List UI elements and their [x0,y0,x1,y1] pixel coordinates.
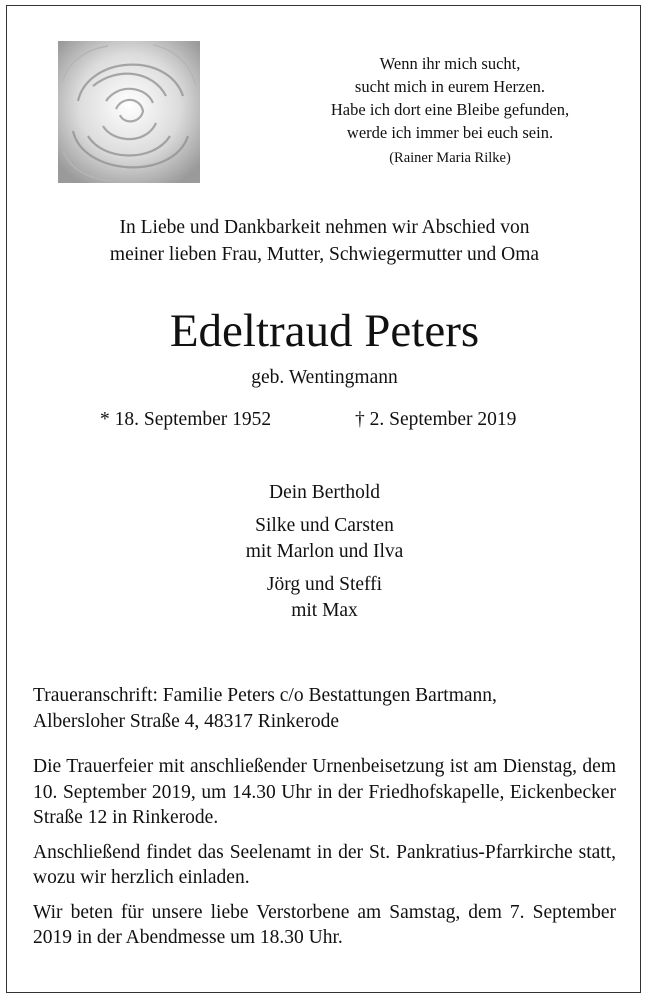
requiem-info: Anschließend findet das Seelenamt in der St. Pankratius-Pfarrkirche statt, wozu wir herzlich einladen. [33,841,616,888]
poem-line: Habe ich dort eine Bleibe gefunden, [330,100,570,119]
mourning-address [33,683,616,734]
intro-line: meiner lieben Frau, Mutter, Schwiegermutter und Oma [109,244,540,265]
deceased-name: Edeltraud Peters [169,305,480,357]
address-line: Traueranschrift: Familie Peters c/o Bestattungen Bartmann, [33,685,497,706]
mourner-line: mit Max [291,600,358,621]
rose-image [58,41,200,183]
poem-author: (Rainer Maria Rilke) [389,150,511,166]
poem-line: werde ich immer bei euch sein. [346,123,554,142]
poem [270,52,630,170]
birth-date: * 18. September 1952 [100,409,272,430]
death-date: † 2. September 2019 [355,409,517,430]
poem-line: Wenn ihr mich sucht, [379,54,521,73]
mourner-line: Silke und Carsten [255,515,394,536]
intro-text [0,214,649,268]
funeral-info: Die Trauerfeier mit anschließender Urnenbeisetzung ist am Dienstag, dem 10. September 2019, um 14.30 Uhr in der Friedhofskapelle, Eickenbecker Straße 12 in Rinkerode. [33,756,616,828]
mourner-line: Jörg und Steffi [266,574,383,595]
birth-name: geb. Wentingmann [251,367,398,388]
poem-line: sucht mich in eurem Herzen. [354,77,546,96]
mass-info: Wir beten für unsere liebe Verstorbene am Samstag, dem 7. September 2019 in der Abendmesse um 18.30 Uhr. [33,901,616,948]
notice-details [33,683,616,960]
mourner-husband: Dein Berthold [268,482,381,503]
mourners-list [0,480,649,631]
address-line: Albersloher Straße 4, 48317 Rinkerode [33,710,339,732]
intro-line: In Liebe und Dankbarkeit nehmen wir Abschied von [119,217,530,238]
mourner-line: mit Marlon und Ilva [245,541,404,562]
